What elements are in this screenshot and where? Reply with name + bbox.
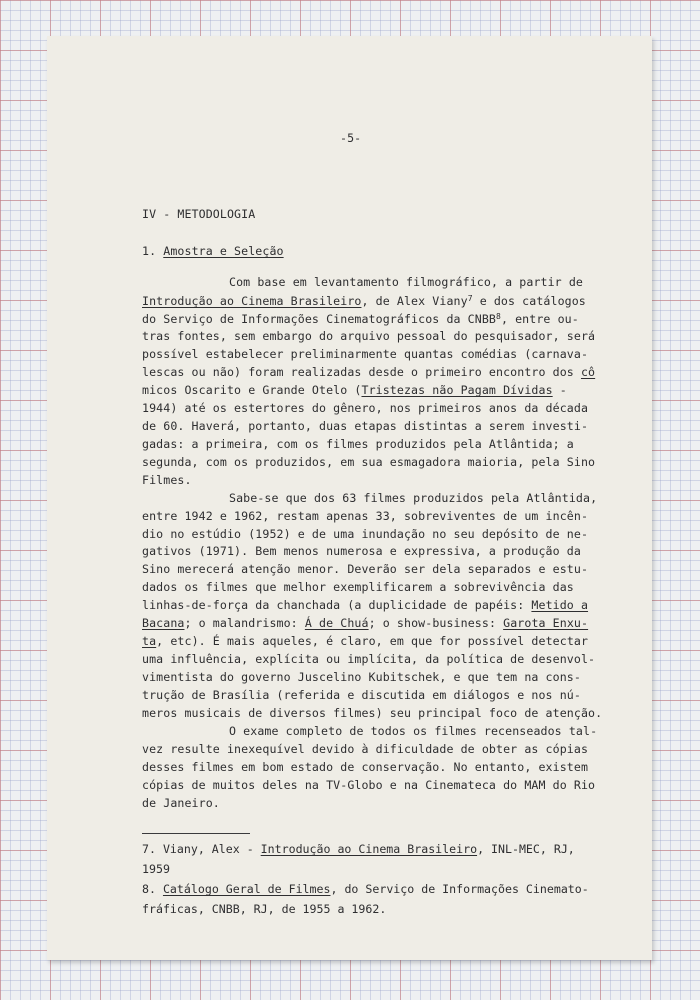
para2-line: [142, 636, 588, 648]
text-run: , etc). É mais aqueles, é claro, em que for possível detectar: [156, 634, 589, 648]
page-text: [47, 36, 652, 960]
subsection-title: Amostra e Seleção: [163, 244, 284, 258]
text-run: , do Serviço de Informações Cinemato-: [330, 882, 589, 896]
para2-line: dados os filmes que melhor exemplificarem a sobrevivência das: [142, 580, 574, 594]
para1-line: tras fontes, sem embargo do arquivo pessoal do pesquisador, será: [142, 329, 596, 343]
catalog-title-ref: Catálogo Geral de Filmes: [162, 882, 331, 896]
footnote-7-cont: 1959: [142, 862, 170, 876]
section-title: IV - METODOLOGIA: [142, 207, 256, 221]
text-run: ; o malandrismo:: [184, 616, 305, 630]
para3-line: de Janeiro.: [142, 796, 220, 810]
para1-line: [142, 313, 579, 326]
para2-line: gativos (1971). Bem menos numerosa e expressiva, a produção da: [142, 544, 581, 558]
text-run: cô: [580, 365, 596, 379]
book-title-ref: Introdução ao Cinema Brasileiro: [142, 294, 362, 308]
para3-line: desses filmes em bom estado de conservação. No entanto, existem: [142, 760, 589, 774]
para1-line: de 60. Haverá, portanto, duas etapas distintas a serem investi-: [142, 419, 589, 433]
film-title-ref: Garota Enxu-: [503, 616, 589, 630]
film-title-ref: Metido a: [531, 598, 589, 612]
film-title-ref: Á de Chuá: [304, 616, 369, 630]
text-run: ; o show-business:: [368, 616, 504, 630]
typewritten-page: [47, 36, 652, 960]
text-run: micos Oscarito e Grande Otelo (: [142, 383, 362, 397]
text-run: e dos catálogos: [472, 294, 586, 308]
para2-line: dio no estúdio (1952) e de uma inundação no seu depósito de ne-: [142, 527, 589, 541]
subsection-number: 1.: [142, 244, 164, 258]
para1-line: [142, 295, 586, 308]
para2-line: [142, 600, 588, 612]
para1-line: possível estabelecer preliminarmente quantas comédias (carnava-: [142, 347, 589, 361]
text-run: 7. Viany, Alex -: [142, 842, 261, 856]
film-title-ref: Tristezas não Pagam Dívidas: [361, 383, 553, 397]
text-run: lescas ou não) foram realizadas desde o primeiro encontro dos: [142, 365, 581, 379]
para2-line: vimentista do governo Juscelino Kubitschek, e que tem na cons-: [142, 670, 581, 684]
para2-line: Sabe-se que dos 63 filmes produzidos pela Atlântida,: [229, 491, 598, 505]
para2-line: trução de Brasília (referida e discutida em diálogos e nos nú-: [142, 688, 581, 702]
para2-line: Sino merecerá atenção menor. Deverão ser dela separados e estu-: [142, 562, 589, 576]
para2-line: [142, 618, 588, 630]
para1-line: segunda, com os produzidos, em sua esmagadora maioria, pela Sino: [142, 455, 596, 469]
footnote-marker: 7: [467, 294, 473, 303]
page-number: -5-: [340, 131, 362, 145]
footnote-8-cont: fráficas, CNBB, RJ, de 1955 a 1962.: [142, 902, 387, 916]
para1-line: 1944) até os estertores do gênero, nos primeiros anos da década: [142, 401, 589, 415]
para1-line: Com base em levantamento filmográfico, a partir de: [229, 275, 584, 289]
para3-line: cópias de muitos deles na TV-Globo e na Cinemateca do MAM do Rio: [142, 778, 596, 792]
subsection-heading: [142, 246, 284, 258]
para2-line: entre 1942 e 1962, restam apenas 33, sobreviventes de um incên-: [142, 509, 589, 523]
book-title-ref: Introdução ao Cinema Brasileiro: [260, 842, 478, 856]
text-run: , de Alex Viany: [361, 294, 468, 308]
footnote-marker: 8: [496, 312, 501, 321]
text-run: -: [552, 383, 567, 397]
para1-line: gadas: a primeira, com os filmes produzidos pela Atlântida; a: [142, 437, 574, 451]
text-run: , entre ou-: [500, 312, 579, 326]
film-title-ref: ta: [142, 634, 157, 648]
para2-line: meros musicais de diversos filmes) seu principal foco de atenção.: [142, 706, 603, 720]
text-run: linhas-de-força da chanchada (a duplicidade de papéis:: [142, 598, 532, 612]
film-title-ref: Bacana: [142, 616, 185, 630]
text-run: , INL-MEC, RJ,: [477, 842, 575, 856]
para3-line: vez resulte inexequível devido à dificuldade de obter as cópias: [142, 742, 589, 756]
text-run: do Serviço de Informações Cinematográficos da CNBB: [142, 312, 497, 326]
para1-line: Filmes.: [142, 473, 192, 487]
para2-line: uma influência, explícita ou implícita, da política de desenvol-: [142, 652, 596, 666]
para1-line: [142, 385, 567, 397]
para1-line: [142, 367, 595, 379]
para3-line: O exame completo de todos os filmes recenseados tal-: [229, 724, 598, 738]
text-run: 8.: [142, 882, 163, 896]
